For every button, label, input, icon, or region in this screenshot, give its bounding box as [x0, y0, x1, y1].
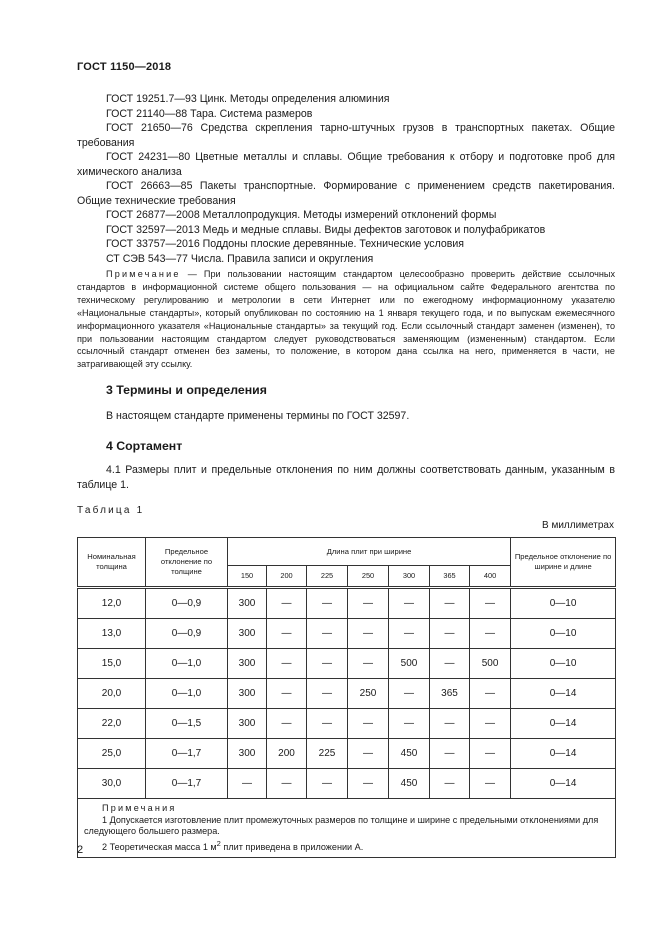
cell-length: 200 — [267, 739, 307, 769]
cell-thickness: 12,0 — [78, 588, 146, 619]
cell-length: — — [389, 619, 430, 649]
width-header: 300 — [389, 566, 430, 588]
table-row — [78, 739, 616, 769]
table-notes — [78, 799, 616, 858]
cell-length: — — [470, 769, 511, 799]
cell-wl-tolerance: 0—10 — [511, 588, 616, 619]
cell-length: 300 — [228, 588, 267, 619]
note-text: — При пользовании настоящим стандартом целесообразно проверить действие ссылочных стандартов в информационной системе общего пользования — на официальном сайте Федерального агентства по техническому регулированию и метрологии в сети Интернет или по ежегодному информационному указателю «Национальные стандарты», который опубликован по состоянию на 1 января текущего года, и по выпускам ежемесячного информационного указателя «Национальные стандарты» за текущий год. Если ссылочный стандарт заменен (изменен), то при пользовании настоящим стандартом следует руководствоваться заменяющим (измененным) стандартом. Если ссылочный стандарт отменен без замены, то положение, в котором дана ссылка на него, применяется в части, не затрагивающей эту ссылку. — [77, 269, 616, 370]
cell-length: — — [267, 649, 307, 679]
table-unit: В миллиметрах — [542, 520, 614, 531]
width-header: 150 — [228, 566, 267, 588]
cell-wl-tolerance: 0—14 — [511, 739, 616, 769]
header-thickness-tolerance: Предельное отклонение по толщине — [146, 538, 228, 588]
cell-tolerance: 0—1,7 — [146, 739, 228, 769]
cell-length: — — [430, 769, 470, 799]
cell-length: — — [348, 739, 389, 769]
page-number: 2 — [77, 844, 84, 856]
cell-length: — — [307, 769, 348, 799]
cell-length: — — [267, 619, 307, 649]
cell-length: — — [307, 679, 348, 709]
cell-length: — — [430, 619, 470, 649]
cell-wl-tolerance: 0—14 — [511, 709, 616, 739]
cell-length: 300 — [228, 739, 267, 769]
cell-length: — — [267, 709, 307, 739]
section-3-text: В настоящем стандарте применены термины по ГОСТ 32597. — [106, 410, 410, 422]
cell-tolerance: 0—0,9 — [146, 619, 228, 649]
note-label: Примечание — [106, 269, 181, 279]
cell-length: — — [267, 679, 307, 709]
cell-length: — — [267, 769, 307, 799]
cell-length: — — [307, 649, 348, 679]
header-width-length-tolerance: Предельное отклонение по ширине и длине — [511, 538, 616, 588]
reference-item: ГОСТ 19251.7—93 Цинк. Методы определения алюминия — [106, 93, 390, 105]
table-row — [78, 588, 616, 619]
table-row — [78, 649, 616, 679]
cell-length: — — [470, 588, 511, 619]
cell-length: — — [470, 619, 511, 649]
reference-item: СТ СЭВ 543—77 Числа. Правила записи и округления — [106, 252, 374, 265]
cell-length: — — [348, 619, 389, 649]
references-note — [77, 268, 615, 371]
cell-length: — — [430, 649, 470, 679]
width-header: 200 — [267, 566, 307, 588]
normative-references-list — [77, 92, 615, 266]
width-header: 250 — [348, 566, 389, 588]
cell-tolerance: 0—1,5 — [146, 709, 228, 739]
cell-length: — — [470, 709, 511, 739]
cell-thickness: 22,0 — [78, 709, 146, 739]
table-row — [78, 619, 616, 649]
width-header: 400 — [470, 566, 511, 588]
cell-thickness: 20,0 — [78, 679, 146, 709]
cell-wl-tolerance: 0—14 — [511, 679, 616, 709]
header-nominal-thickness: Номинальная толщина — [78, 538, 146, 588]
cell-thickness: 13,0 — [78, 619, 146, 649]
cell-length: 365 — [430, 679, 470, 709]
cell-length: — — [307, 619, 348, 649]
width-header: 365 — [430, 566, 470, 588]
cell-wl-tolerance: 0—14 — [511, 769, 616, 799]
table-notes-row — [78, 799, 616, 858]
cell-length: — — [228, 769, 267, 799]
section-3-title: 3 Термины и определения — [106, 383, 267, 397]
cell-length: — — [348, 709, 389, 739]
reference-item: ГОСТ 21140—88 Тара. Система размеров — [106, 107, 313, 120]
reference-item: ГОСТ 21650—76 Средства скрепления тарно-штучных грузов в транспортных пакетах. Общие требования — [77, 122, 615, 149]
table-row — [78, 769, 616, 799]
cell-length: 450 — [389, 769, 430, 799]
cell-thickness: 30,0 — [78, 769, 146, 799]
dimensions-table — [77, 537, 616, 858]
cell-length: — — [348, 649, 389, 679]
cell-tolerance: 0—0,9 — [146, 588, 228, 619]
table-row — [78, 679, 616, 709]
cell-tolerance: 0—1,0 — [146, 679, 228, 709]
notes-label: Примечания — [102, 803, 177, 813]
section-4-title: 4 Сортамент — [106, 439, 183, 453]
cell-length: 450 — [389, 739, 430, 769]
cell-length: — — [389, 679, 430, 709]
section-4-text: 4.1 Размеры плит и предельные отклонения по ним должны соответствовать данным, указанным в таблице 1. — [77, 464, 615, 491]
cell-length: 300 — [228, 709, 267, 739]
cell-length: — — [430, 588, 470, 619]
reference-item: ГОСТ 32597—2013 Медь и медные сплавы. Виды дефектов заготовок и полуфабрикатов — [106, 223, 546, 236]
cell-length: 225 — [307, 739, 348, 769]
cell-length: — — [430, 709, 470, 739]
cell-length: — — [307, 709, 348, 739]
cell-wl-tolerance: 0—10 — [511, 619, 616, 649]
cell-length: — — [430, 739, 470, 769]
cell-tolerance: 0—1,0 — [146, 649, 228, 679]
cell-wl-tolerance: 0—10 — [511, 649, 616, 679]
header-length-by-width: Длина плит при ширине — [228, 538, 511, 566]
cell-length: 500 — [389, 649, 430, 679]
cell-length: — — [389, 709, 430, 739]
table-row — [78, 709, 616, 739]
cell-length: — — [470, 739, 511, 769]
cell-length: — — [307, 588, 348, 619]
cell-length: — — [470, 679, 511, 709]
reference-item: ГОСТ 26877—2008 Металлопродукция. Методы измерений отклонений формы — [106, 209, 497, 221]
cell-length: — — [348, 588, 389, 619]
cell-length: 250 — [348, 679, 389, 709]
cell-length: — — [267, 588, 307, 619]
cell-thickness: 15,0 — [78, 649, 146, 679]
cell-tolerance: 0—1,7 — [146, 769, 228, 799]
cell-length: 300 — [228, 619, 267, 649]
width-header: 225 — [307, 566, 348, 588]
table-note-1: 1 Допускается изготовление плит промежуточных размеров по толщине и ширине с предельными отклонениями для следующего большего размера. — [84, 814, 599, 836]
cell-length: 300 — [228, 649, 267, 679]
cell-length: — — [348, 769, 389, 799]
reference-item: ГОСТ 33757—2016 Поддоны плоские деревянные. Технические условия — [106, 238, 465, 250]
reference-item: ГОСТ 24231—80 Цветные металлы и сплавы. Общие требования к отбору и подготовке проб для химического анализа — [77, 151, 615, 178]
cell-length: 300 — [228, 679, 267, 709]
reference-item: ГОСТ 26663—85 Пакеты транспортные. Формирование с применением средств пакетирования. Общие технические требования — [77, 180, 615, 207]
table-caption: Таблица 1 — [77, 505, 145, 516]
document-code: ГОСТ 1150—2018 — [77, 61, 172, 73]
cell-thickness: 25,0 — [78, 739, 146, 769]
cell-length: — — [389, 588, 430, 619]
cell-length: 500 — [470, 649, 511, 679]
table-note-2: 2 Теоретическая масса 1 $м^2$ плит приведена в приложении А. — [102, 838, 364, 852]
